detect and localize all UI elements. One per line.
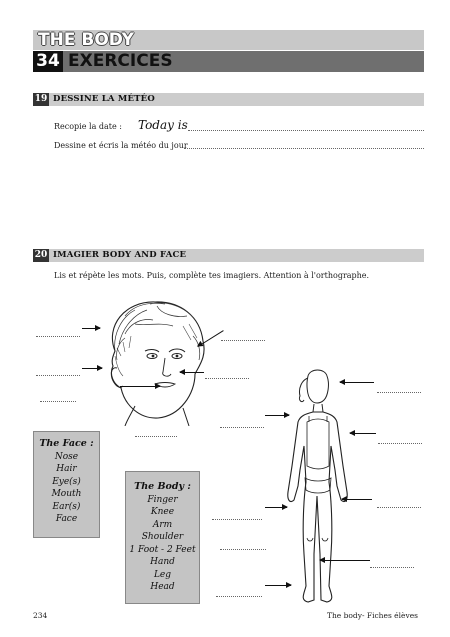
footer-caption: The body- Fiches élèves [326,611,418,620]
body-word-box [125,471,200,604]
body-word: Arm [152,519,173,530]
face-arrow-5 [180,372,204,373]
date-label: Recopie la date : [54,122,122,131]
face-answer-line-3[interactable] [40,401,76,402]
face-arrow-2 [82,368,102,369]
face-word-box [33,431,100,538]
body-answer-line-8[interactable] [216,596,262,597]
body-word: Head [150,582,175,592]
body-word: 1 Foot - 2 Feet [129,544,196,555]
section-20-instruction: Lis et répète les mots. Puis, complète tes imagiers. Attention à l'orthographe. [54,271,370,280]
face-arrow-1 [82,328,100,329]
weather-answer-line[interactable] [184,148,424,149]
face-word: Ear(s) [52,501,81,512]
face-illustration [95,296,220,426]
body-arrow-3 [350,433,376,434]
body-answer-line-2[interactable] [220,427,264,428]
face-word: Hair [56,464,77,474]
body-arrow-4 [342,499,372,500]
face-answer-line-1[interactable] [36,336,80,337]
body-box-title: The Body : [134,481,191,492]
section-19-number: 19 [34,94,48,104]
page-title: THE BODY [38,30,134,50]
body-answer-line-6[interactable] [220,549,266,550]
face-word: Eye(s) [52,476,81,487]
face-word: Nose [54,451,79,462]
body-arrow-6 [320,560,370,561]
face-answer-line-6[interactable] [135,436,177,437]
body-answer-line-7[interactable] [370,567,414,568]
face-answer-line-5[interactable] [205,378,249,379]
section-20-number: 20 [34,250,48,260]
body-answer-line-5[interactable] [212,519,262,520]
body-arrow-1 [340,382,374,383]
section-20-title: IMAGIER BODY AND FACE [53,250,187,260]
body-word: Finger [147,494,178,505]
unit-number: 34 [36,51,60,71]
body-word: Knee [150,507,175,517]
date-answer-line[interactable] [188,130,424,131]
body-arrow-7 [265,585,291,586]
body-answer-line-3[interactable] [378,443,422,444]
body-word: Shoulder [141,532,184,542]
body-arrow-2 [265,415,289,416]
face-arrow-3 [120,386,160,387]
body-answer-line-4[interactable] [377,507,421,508]
weather-label: Dessine et écris la météo du jour [54,141,188,150]
face-box-title: The Face : [39,438,94,449]
face-answer-line-2[interactable] [36,375,80,376]
face-word: Face [55,514,78,524]
face-answer-line-4[interactable] [221,340,265,341]
section-heading: EXERCICES [68,51,173,71]
page-number: 234 [33,611,48,620]
section-19-title: DESSINE LA MÉTÉO [53,94,155,104]
body-word: Leg [153,569,172,580]
body-answer-line-1[interactable] [377,392,421,393]
body-illustration [280,366,355,606]
body-word: Hand [150,557,175,567]
body-arrow-5 [265,507,287,508]
face-word: Mouth [51,489,82,499]
date-value: Today is [138,118,188,132]
